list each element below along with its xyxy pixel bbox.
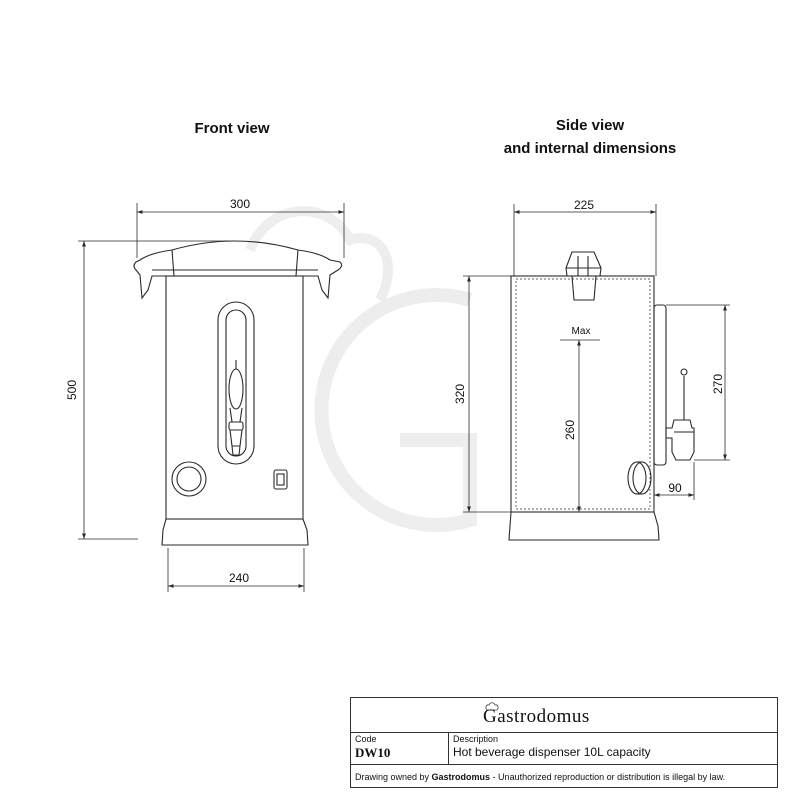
- description-label: Description: [453, 734, 499, 744]
- title-block-brand-row: [351, 698, 777, 733]
- front-view-drawing: [134, 241, 342, 545]
- front-body: [166, 276, 303, 519]
- code-cell: [351, 733, 449, 764]
- front-sight-glass: [218, 302, 254, 464]
- side-fill-height-label: 260: [563, 419, 577, 441]
- ownership-suffix: - Unauthorized reproduction or distribution is illegal by law.: [490, 772, 726, 782]
- watermark-logo: [250, 211, 470, 525]
- front-base: [162, 519, 308, 545]
- side-view-title-line1: Side view: [555, 117, 625, 134]
- ownership-prefix: Drawing owned by: [355, 772, 432, 782]
- code-label: Code: [355, 734, 377, 744]
- side-tap: [666, 420, 694, 460]
- title-block: [350, 697, 778, 788]
- side-max-label: Max: [571, 326, 591, 337]
- side-base: [509, 512, 659, 540]
- side-back-panel: [654, 305, 666, 465]
- side-width-label: 225: [573, 198, 595, 212]
- description-cell: [449, 733, 777, 764]
- title-block-code-row: [351, 733, 777, 765]
- front-base-width-label: 240: [228, 571, 250, 585]
- front-height-label: 500: [65, 379, 79, 401]
- ownership-owner: Gastrodomus: [431, 772, 491, 782]
- front-switch: [274, 470, 287, 489]
- side-dimensions: [463, 204, 730, 512]
- front-top-width-label: 300: [229, 197, 251, 211]
- side-tap-height-label: 270: [711, 373, 725, 395]
- side-thermostat-knob: [628, 462, 646, 494]
- ownership-notice: [355, 772, 725, 782]
- side-tap-depth-label: 90: [668, 481, 682, 495]
- code-value: DW10: [355, 745, 391, 760]
- front-view-title-text: Front view: [194, 120, 270, 137]
- brand-logo: Gastrodomus: [483, 706, 590, 727]
- side-view-drawing: [509, 252, 694, 540]
- front-dimensions: [78, 203, 344, 592]
- side-body-height-label: 320: [453, 383, 467, 405]
- side-view-title-line2: and internal dimensions: [503, 140, 677, 157]
- description-value: Hot beverage dispenser 10L capacity: [453, 745, 651, 759]
